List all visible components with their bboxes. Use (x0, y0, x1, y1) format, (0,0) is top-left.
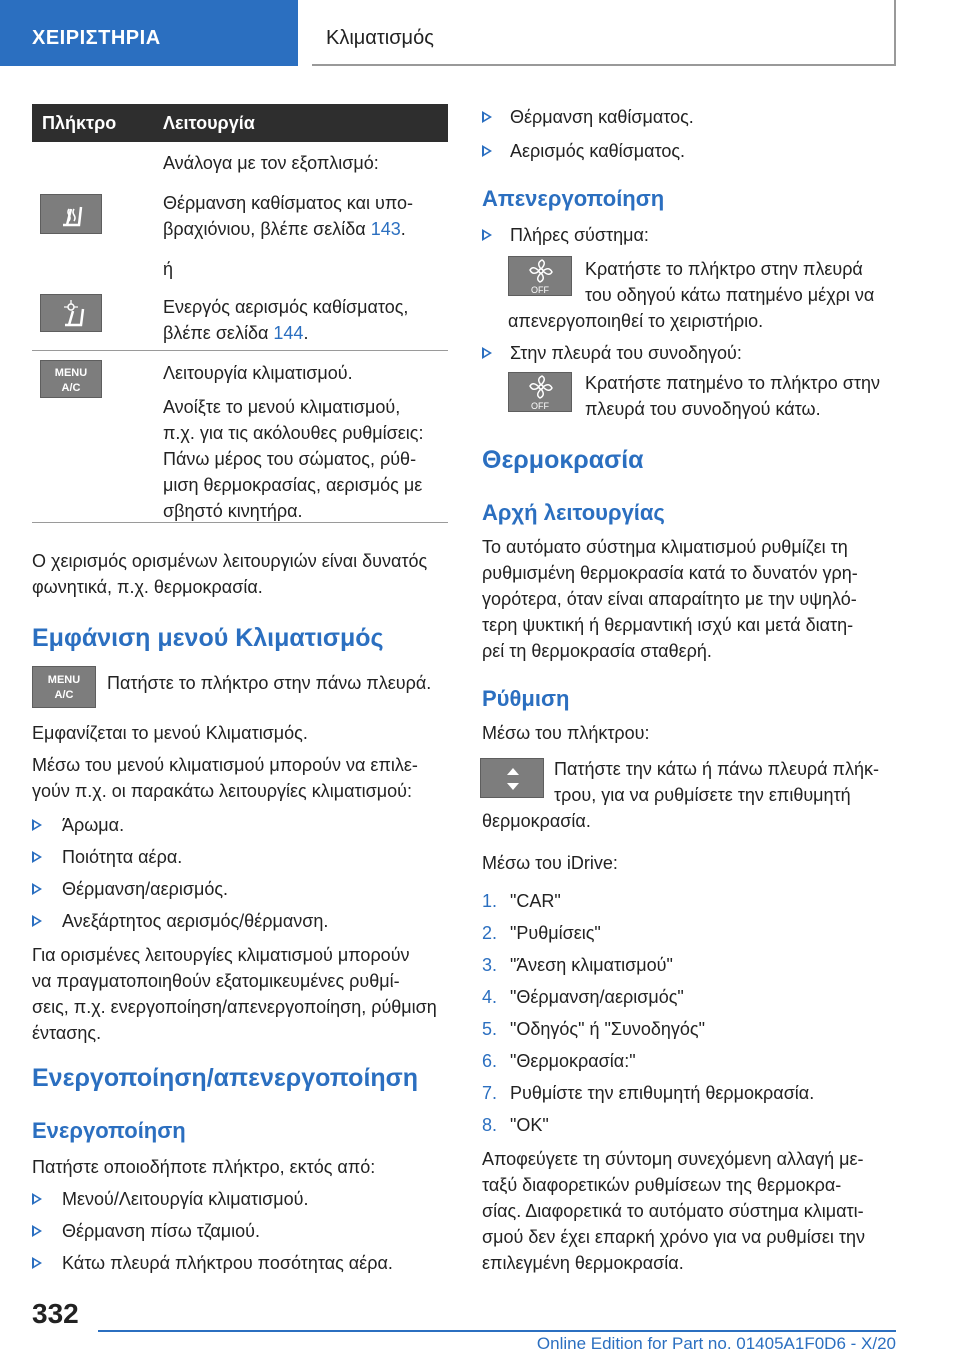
menu-note-line3: σεις, π.χ. ενεργοποίηση/απενεργοποίηση, ρύθμιση (32, 997, 437, 1017)
principle-line5: ρεί τη θερμοκρασία σταθερή. (482, 641, 712, 661)
table-row2-line1: Λειτουργία κλιματισμού. (163, 363, 353, 383)
table-row1-line3b: βλέπε σελίδα 144. (163, 323, 309, 343)
via-button-text: Μέσω του πλήκτρου: (482, 723, 650, 743)
table-row2-line5: μιση θερμοκρασίας, αερισμός με (163, 475, 423, 495)
footer-edition: Online Edition for Part no. 01405A1F0D6 - X/20 (536, 1334, 896, 1353)
avoid-line2: ταξύ διαφορετικών ρυθμίσεων της θερμοκρα- (482, 1175, 842, 1195)
menu-ac-button-icon: MENU A/C (40, 360, 102, 398)
table-row1-line1: Ανάλογα με τον εξοπλισμό: (163, 153, 379, 173)
table-row2-line6: σβηστό κινητήρα. (163, 501, 303, 521)
table-row1-line2a: Θέρμανση καθίσματος και υπο- (163, 193, 413, 213)
table-col-button: Πλήκτρο (42, 113, 117, 133)
section-title: ΧΕΙΡΙΣΤΗΡΙΑ (32, 27, 161, 49)
button-line2: τρου, για να ρυθμίσετε την επιθυμητή (554, 785, 851, 805)
table-row1-or: ή (163, 259, 174, 279)
adjust-heading: Ρύθμιση (482, 686, 570, 711)
menu-appears-text: Εμφανίζεται το μενού Κλιματισμός. (32, 723, 308, 743)
avoid-line1: Αποφεύγετε τη σύντομη συνεχόμενη αλλαγή με- (482, 1149, 864, 1169)
passenger-line1: Κρατήστε πατημένο το πλήκτρο στην (585, 373, 881, 393)
table-row2-line2: Ανοίξτε το μενού κλιματισμού, (163, 397, 401, 417)
footer-rule (98, 1330, 896, 1332)
page-number: 332 (32, 1298, 79, 1329)
menu-via-line1: Μέσω του μενού κλιματισμού μπορούν να επιλε- (32, 755, 418, 775)
fan-off-button-icon: OFF (508, 256, 572, 296)
principle-line4: τερη ψυκτική ή θερμαντική ισχύ και μετά διατη- (482, 615, 854, 635)
full-system-line3: απενεργοποιηθεί το χειριστήριο. (508, 311, 764, 331)
menu-note-line4: έντασης. (32, 1023, 102, 1043)
menu-press-text: Πατήστε το πλήκτρο στην πάνω πλευρά. (107, 673, 432, 693)
passenger-line2: πλευρά του συνοδηγού κάτω. (585, 399, 821, 419)
seat-ventilation-button-icon (40, 294, 102, 332)
table-header (32, 104, 448, 142)
fan-off-button-icon-2: OFF (508, 372, 572, 412)
menu-heading: Εμφάνιση μενού Κλιματισμός (32, 624, 384, 652)
via-idrive-text: Μέσω του iDrive: (482, 853, 618, 873)
activation-press-text: Πατήστε οποιοδήποτε πλήκτρο, εκτός από: (32, 1157, 376, 1177)
avoid-line5: επιλεγμένη θερμοκρασία. (482, 1253, 684, 1273)
onoff-heading: Ενεργοποίηση/απενεργοποίηση (32, 1064, 419, 1092)
avoid-line3: σίας. Διαφορετικά το αυτόματο σύστημα κλιματι- (482, 1201, 864, 1221)
chapter-tab (312, 0, 896, 66)
voice-note-line1: Ο χειρισμός ορισμένων λειτουργιών είναι δυνατός (32, 551, 428, 571)
full-system-line2: του οδηγού κάτω πατημένο μέχρι να (585, 285, 875, 305)
principle-heading: Αρχή λειτουργίας (482, 500, 665, 525)
section-tab (0, 0, 298, 66)
page-link-143[interactable]: 143 (370, 219, 401, 239)
temperature-heading: Θερμοκρασία (482, 446, 644, 474)
menu-ac-button-icon-2: MENU A/C (32, 666, 96, 708)
avoid-line4: σμού δεν έχει επαρκή χρόνο για να ρυθμίσει την (482, 1227, 865, 1247)
menu-via-line2: γούν π.χ. οι παρακάτω λειτουργίες κλιματισμού: (32, 781, 412, 801)
chapter-title: Κλιματισμός (326, 27, 434, 49)
menu-note-line2: να πραγματοποιηθούν εξατομικευμένες ρυθμί- (32, 971, 400, 991)
principle-line2: ρυθμισμένη θερμοκρασία κατά το δυνατόν γρη- (482, 563, 858, 583)
table-col-function: Λειτουργία (163, 113, 255, 133)
table-row1-line2b: βραχιόνιου, βλέπε σελίδα 143. (163, 219, 406, 239)
principle-line1: Το αυτόματο σύστημα κλιματισμού ρυθμίζει τη (482, 537, 848, 557)
table-row2-line3: π.χ. για τις ακόλουθες ρυθμίσεις: (163, 423, 424, 443)
principle-line3: γορότερα, όταν είναι απαραίτητο με την υψηλό- (482, 589, 857, 609)
table-row2-line4: Πάνω μέρος του σώματος, ρύθ- (163, 449, 417, 469)
deactivation-heading: Απενεργοποίηση (482, 186, 665, 211)
button-line3: θερμοκρασία. (482, 811, 591, 831)
menu-note-line1: Για ορισμένες λειτουργίες κλιματισμού μπορούν (32, 945, 410, 965)
table-bottom-rule (32, 522, 448, 523)
temperature-rocker-button-icon (480, 758, 544, 798)
button-line1: Πατήστε την κάτω ή πάνω πλευρά πλήκ- (554, 759, 879, 779)
table-row1-line3a: Ενεργός αερισμός καθίσματος, (163, 297, 409, 317)
seat-heating-button-icon (40, 194, 102, 234)
table-divider (32, 350, 448, 351)
voice-note-line2: φωνητικά, π.χ. θερμοκρασία. (32, 577, 263, 597)
activation-heading: Ενεργοποίηση (32, 1118, 186, 1143)
page-link-144[interactable]: 144 (273, 323, 304, 343)
full-system-line1: Κρατήστε το πλήκτρο στην πλευρά (585, 259, 863, 279)
